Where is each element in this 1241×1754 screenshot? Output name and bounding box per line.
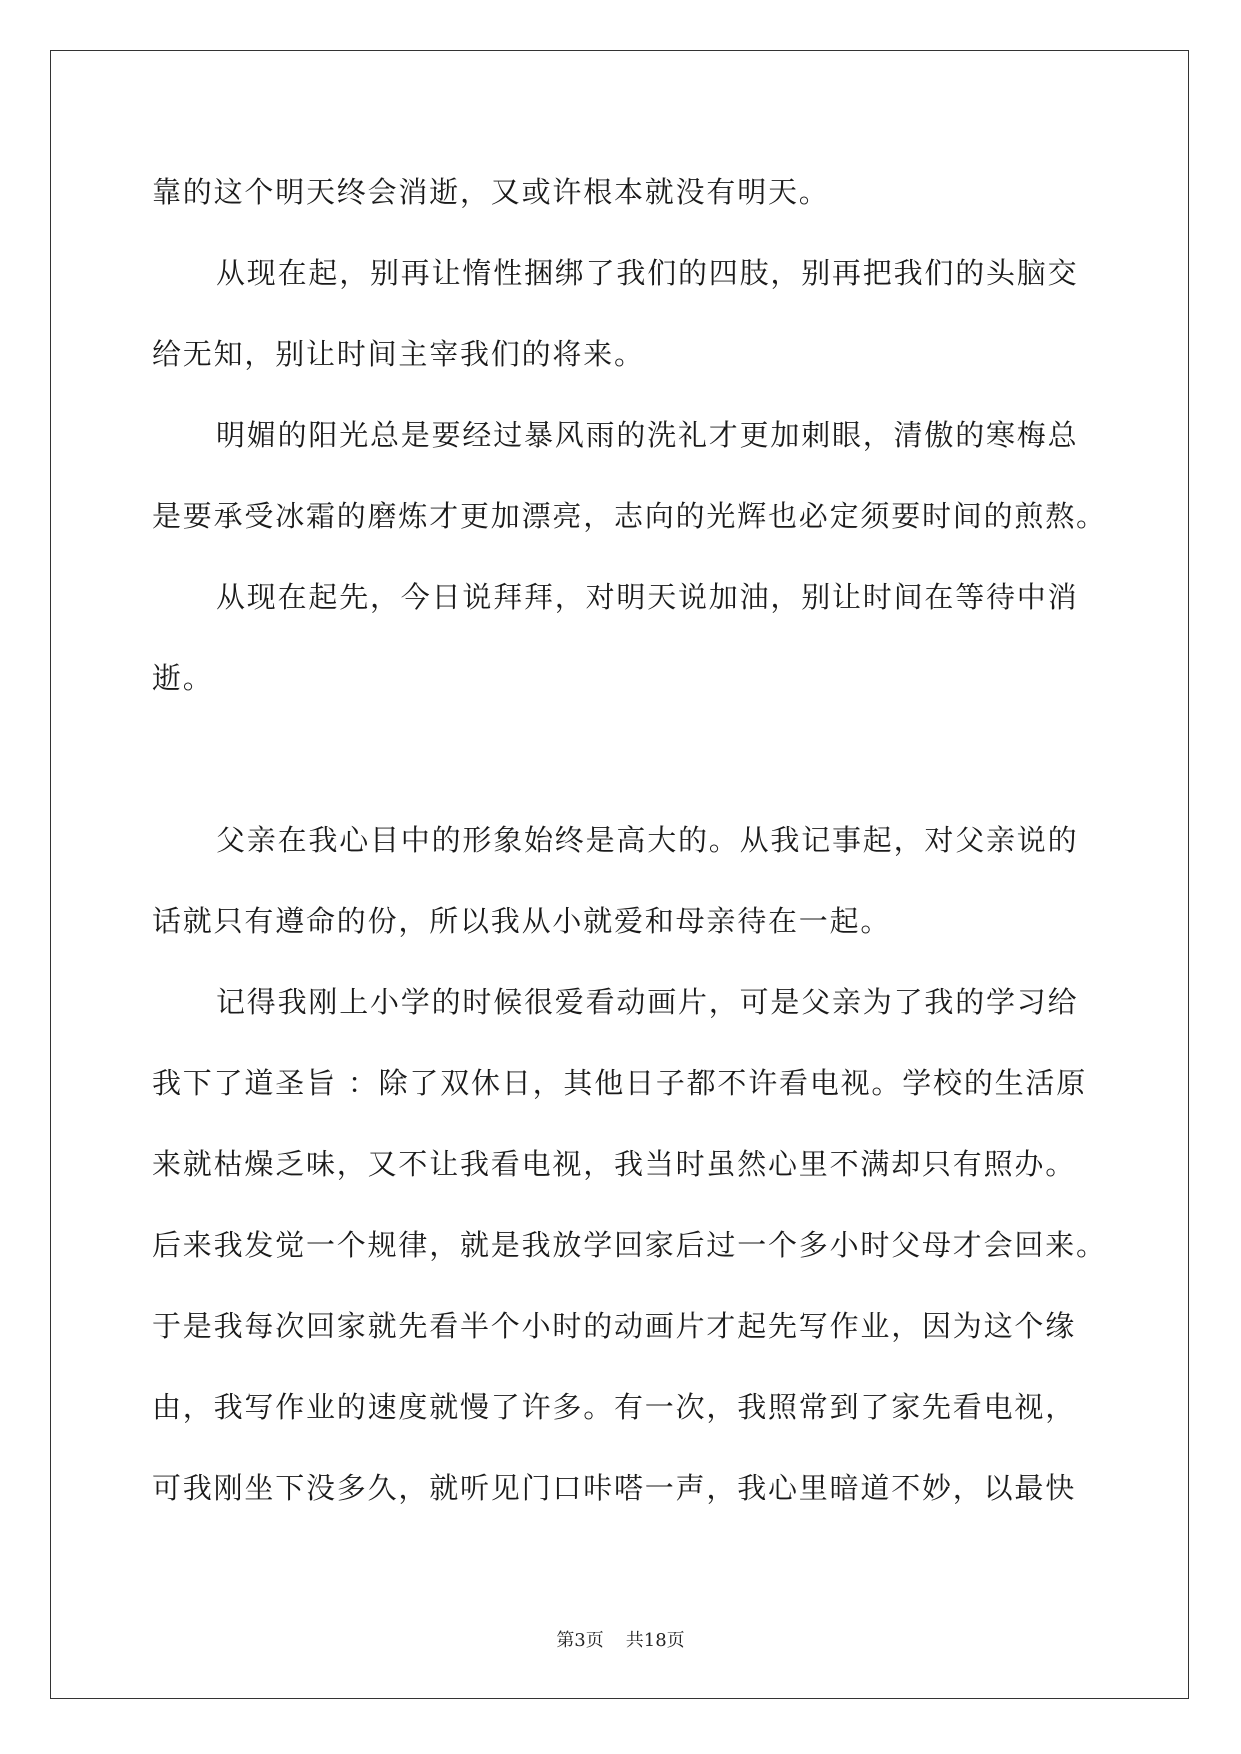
text-line-4: 明媚的阳光总是要经过暴风雨的洗礼才更加刺眼，清傲的寒梅总 [216,418,1079,452]
text-line-13: 来就枯燥乏味，又不让我看电视，我当时虽然心里不满却只有照办。 [152,1147,1077,1181]
text-line-11: 记得我刚上小学的时候很爱看动画片，可是父亲为了我的学习给 [216,985,1079,1019]
text-line-2: 从现在起，别再让惰性捆绑了我们的四肢，别再把我们的头脑交 [216,256,1079,290]
document-body [152,152,1107,1529]
text-line-6: 从现在起先，今日说拜拜，对明天说加油，别让时间在等待中消 [216,580,1079,614]
text-line-16: 由，我写作业的速度就慢了许多。有一次，我照常到了家先看电视， [152,1390,1077,1424]
text-line-9: 父亲在我心目中的形象始终是高大的。从我记事起，对父亲说的 [216,823,1079,857]
page-footer [0,1626,1241,1652]
page-number: 第3页 [556,1630,604,1651]
text-line-15: 于是我每次回家就先看半个小时的动画片才起先写作业，因为这个缘 [152,1309,1077,1343]
text-line-17: 可我刚坐下没多久，就听见门口咔嗒一声，我心里暗道不妙，以最快 [152,1471,1077,1505]
text-line-3: 给无知，别让时间主宰我们的将来。 [152,337,645,371]
text-line-5: 是要承受冰霜的磨炼才更加漂亮，志向的光辉也必定须要时间的煎熬。 [152,499,1107,533]
blank-line [152,719,1092,800]
text-line-1: 靠的这个明天终会消逝，又或许根本就没有明天。 [152,175,830,209]
text-line-12: 我下了道圣旨 ：除了双休日，其他日子都不许看电视。学校的生活原 [152,1066,1088,1100]
page-total: 共18页 [625,1630,685,1651]
text-line-7: 逝。 [152,661,214,695]
text-line-14: 后来我发觉一个规律，就是我放学回家后过一个多小时父母才会回来。 [152,1228,1107,1262]
text-line-10: 话就只有遵命的份，所以我从小就爱和母亲待在一起。 [152,904,892,938]
